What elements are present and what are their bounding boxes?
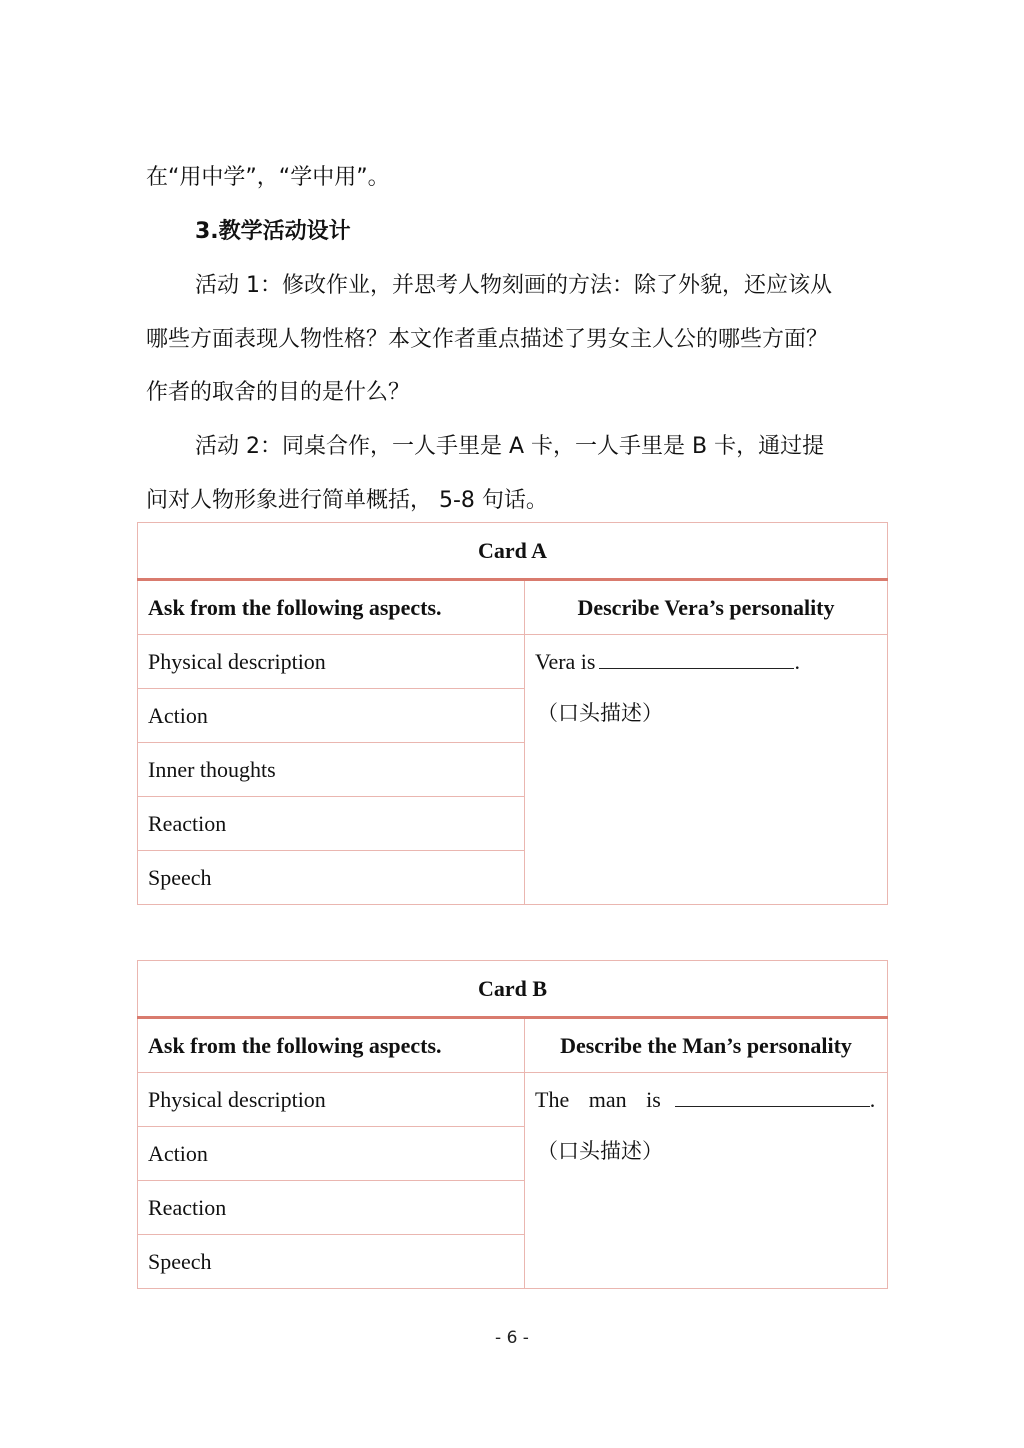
aspect-cell: Physical description: [138, 635, 525, 689]
intro-tail-text: 在“用中学”，“学中用”。: [146, 165, 390, 190]
table-row: [138, 1073, 888, 1127]
activity1-line2: 哪些方面表现人物性格？本文作者重点描述了男女主人公的哪些方面？: [146, 327, 829, 352]
answer-prefix: Vera is: [535, 649, 596, 674]
card-a-table: [137, 522, 888, 905]
card-b-answer-line: [535, 1087, 877, 1113]
aspect-cell: Physical description: [138, 1073, 525, 1127]
card-a-header-row: [138, 580, 888, 635]
answer-suffix: .: [794, 649, 800, 674]
aspect-cell: Reaction: [138, 797, 525, 851]
card-b-title-row: [138, 961, 888, 1018]
card-b-table: [137, 960, 888, 1289]
answer-suffix: .: [869, 1087, 876, 1112]
aspect-cell: Speech: [138, 851, 525, 905]
answer-prefix: The man is: [535, 1087, 661, 1112]
page-number: - 6 -: [495, 1328, 529, 1348]
activity1-line1: 活动 1：修改作业，并思考人物刻画的方法：除了外貌，还应该从: [195, 273, 832, 298]
aspect-cell: Action: [138, 1127, 525, 1181]
activity2-line1: 活动 2：同桌合作，一人手里是 A 卡，一人手里是 B 卡，通过提: [195, 434, 825, 459]
card-a-answer-cell: [525, 635, 888, 905]
answer-blank: [675, 1088, 870, 1107]
aspect-cell: Action: [138, 689, 525, 743]
oral-note: （口头描述）: [537, 701, 663, 725]
activity1-line3: 作者的取舍的目的是什么？: [146, 380, 411, 405]
card-b-title: Card B: [138, 961, 888, 1018]
card-b-left-header: Ask from the following aspects.: [138, 1018, 525, 1073]
card-b-header-row: [138, 1018, 888, 1073]
aspect-cell: Speech: [138, 1235, 525, 1289]
section-heading: 3.教学活动设计: [195, 219, 351, 244]
card-a-right-header: Describe Vera’s personality: [525, 580, 888, 635]
aspect-cell: Inner thoughts: [138, 743, 525, 797]
table-row: [138, 635, 888, 689]
card-a-answer-line: [535, 649, 877, 675]
activity2-line2: 问对人物形象进行简单概括， 5-8 句话。: [146, 488, 548, 513]
answer-blank: [599, 650, 794, 669]
card-a-title-row: [138, 523, 888, 580]
card-b-right-header: Describe the Man’s personality: [525, 1018, 888, 1073]
card-b-answer-cell: [525, 1073, 888, 1289]
oral-note: （口头描述）: [537, 1139, 663, 1163]
aspect-cell: Reaction: [138, 1181, 525, 1235]
card-a-left-header: Ask from the following aspects.: [138, 580, 525, 635]
card-a-title: Card A: [138, 523, 888, 580]
